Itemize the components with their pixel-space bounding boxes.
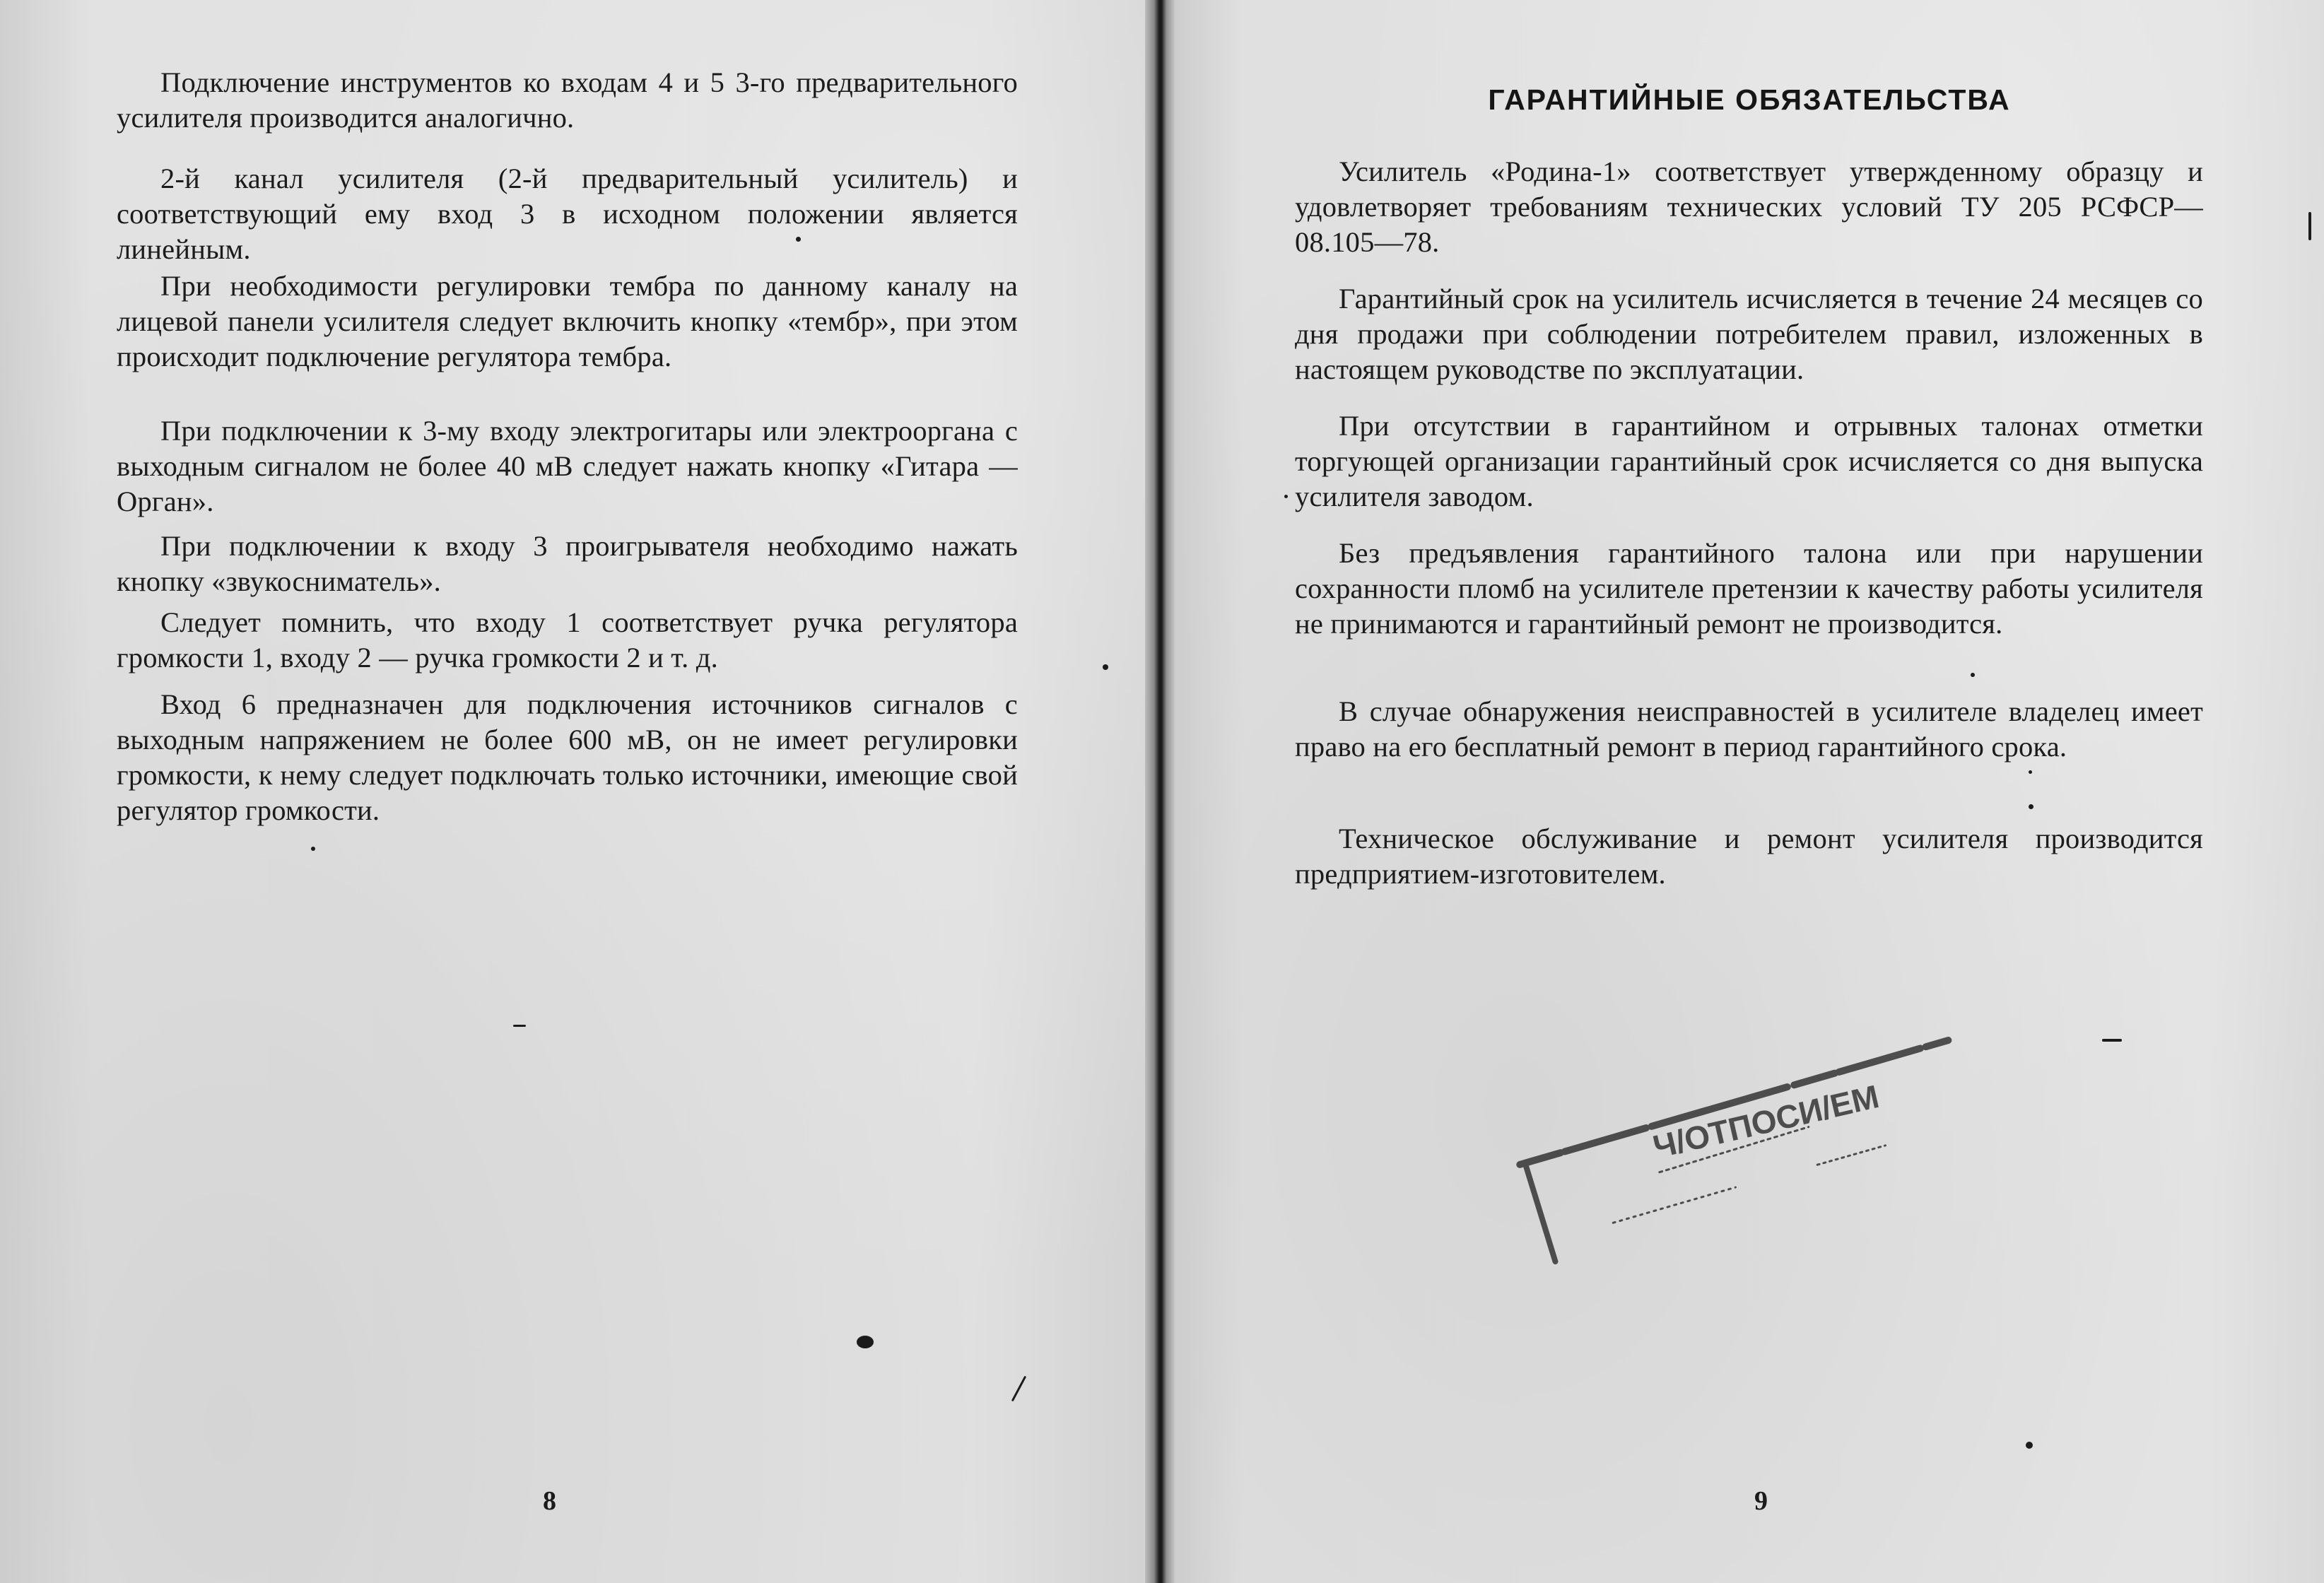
right-paragraph-2: Гарантийный срок на усилитель исчисляется в течение 24 месяцев со дня продажи при соблюдении потребителем правил, изложенных в настоящем руководстве по эксплуатации. <box>1295 283 2203 385</box>
ink-speck <box>2102 1039 2122 1042</box>
ink-speck <box>796 237 801 242</box>
left-paragraph-6: Следует помнить, что входу 1 соответствует ручка регулятора громкости 1, входу 2 — ручка громкости 2 и т. д. <box>117 606 1018 673</box>
ink-speck <box>1103 664 1108 670</box>
booklet-spine <box>1145 0 1175 1583</box>
page-number-right: 9 <box>1754 1486 1768 1516</box>
left-paragraph-3: При необходимости регулировки тембра по данному каналу на лицевой панели усилителя следует включить кнопку «тембр», при этом происходит подключение регулятора тембра. <box>117 270 1018 372</box>
right-page <box>1175 0 2324 1583</box>
right-paragraph-3: При отсутствии в гарантийном и отрывных талонах отметки торгующей организации гарантийный срок исчисляется со дня выпуска усилителя заводом. <box>1295 410 2203 512</box>
ink-speck <box>2029 770 2032 774</box>
ink-speck <box>2308 212 2311 240</box>
ink-speck <box>2029 804 2034 809</box>
ink-speck <box>1011 1376 1026 1402</box>
ink-speck <box>2026 1442 2033 1449</box>
ink-speck <box>857 1336 874 1348</box>
left-paragraph-7: Вход 6 предназначен для подключения источников сигналов с выходным напряжением не более 600 мВ, он не имеет регулировки громкости, к нему следует подключать только источники, имеющие свой регулятор громкости. <box>117 688 1018 826</box>
store-stamp <box>1498 996 1994 1280</box>
right-paragraph-6: Техническое обслуживание и ремонт усилителя производится предприятием-изготовителем. <box>1295 823 2203 890</box>
ink-speck <box>1284 495 1288 498</box>
left-paragraph-5: При подключении к входу 3 проигрывателя необходимо нажать кнопку «звукосниматель». <box>117 530 1018 597</box>
warranty-heading: ГАРАНТИЙНЫЕ ОБЯЗАТЕЛЬСТВА <box>1488 83 2011 116</box>
ink-speck <box>1971 673 1975 677</box>
stamp-text: Ч/ОТПОСИ/ЕМ <box>1649 1078 1883 1165</box>
ink-speck <box>513 1025 526 1027</box>
ink-speck <box>311 847 315 851</box>
left-page <box>0 0 1145 1583</box>
right-paragraph-1: Усилитель «Родина-1» соответствует утвержденному образцу и удовлетворяет требованиям технических условий ТУ 205 РСФСР—08.105—78. <box>1295 155 2203 258</box>
right-paragraph-4: Без предъявления гарантийного талона или при нарушении сохранности пломб на усилителе претензии к качеству работы усилителя не принимаются и гарантийный ремонт не производится. <box>1295 537 2203 640</box>
page-number-left: 8 <box>543 1486 556 1516</box>
right-paragraph-5: В случае обнаружения неисправностей в усилителе владелец имеет право на его бесплатный ремонт в период гарантийного срока. <box>1295 695 2203 763</box>
left-paragraph-1: Подключение инструментов ко входам 4 и 5 3-го предварительного усилителя производится аналогично. <box>117 66 1018 134</box>
left-paragraph-4: При подключении к 3-му входу электрогитары или электрооргана с выходным сигналом не более 40 мВ следует нажать кнопку «Гитара — Орган». <box>117 415 1018 517</box>
left-paragraph-2: 2-й канал усилителя (2-й предварительный усилитель) и соответствующий ему вход 3 в исходном положении является линейным. <box>117 163 1018 265</box>
